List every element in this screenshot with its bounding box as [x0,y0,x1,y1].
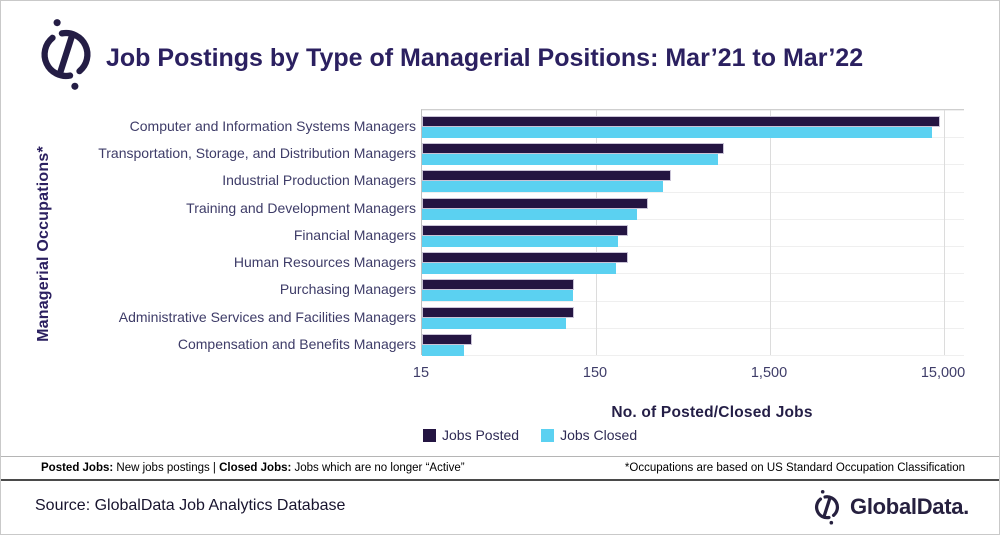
category-label: Transportation, Storage, and Distribution Managers [98,145,416,162]
chart-legend [423,427,637,443]
posted-jobs-definition: New jobs postings | [116,462,220,474]
bar-jobs-posted [422,170,671,181]
bar-jobs-closed [422,181,663,192]
bar-jobs-closed [422,345,464,356]
posted-jobs-term: Posted Jobs: [41,462,117,474]
x-tick-label: 1,500 [750,365,788,381]
jobs-closed-swatch-icon [541,429,554,442]
bar-jobs-posted [422,279,574,290]
row-separator [422,355,964,356]
plot-area [421,109,964,355]
category-label: Compensation and Benefits Managers [177,335,416,352]
legend-label: Jobs Posted [442,427,520,443]
bar-jobs-posted [422,334,472,345]
globaldata-logo-icon [809,488,845,525]
bar-jobs-posted [422,116,940,127]
x-axis-title: No. of Posted/Closed Jobs [611,404,813,421]
bar-jobs-closed [422,127,932,138]
closed-jobs-term: Closed Jobs: [219,462,295,474]
bar-jobs-posted [422,307,574,318]
bar-jobs-closed [422,290,573,301]
bar-jobs-closed [422,154,718,165]
category-label: Human Resources Managers [233,254,416,271]
bar-jobs-posted [422,252,628,263]
gridline-vertical [944,110,945,355]
legend-item-jobs-posted [423,427,519,443]
legend-item-jobs-closed [541,427,637,443]
category-label: Financial Managers [293,226,416,243]
category-labels [61,109,416,354]
category-label: Purchasing Managers [279,281,416,298]
x-axis-ticks [412,365,966,383]
x-tick-label: 15,000 [920,365,966,381]
legend-label: Jobs Closed [560,427,638,443]
bar-jobs-closed [422,236,618,247]
category-label: Training and Development Managers [186,199,416,216]
x-tick-label: 15 [412,365,430,381]
bar-jobs-posted [422,198,648,209]
footnote-occupations: *Occupations are based on US Standard Occupation Classification [624,462,965,474]
globaldata-logo-icon [29,15,103,91]
category-label: Industrial Production Managers [222,172,416,189]
closed-jobs-definition: Jobs which are no longer “Active” [294,462,465,474]
brand-wordmark: GlobalData. [850,493,969,519]
y-axis-label: Managerial Occupations* [35,146,52,342]
row-separator [422,110,964,111]
footnote-definitions [41,462,465,474]
bar-jobs-closed [422,263,616,274]
bar-jobs-posted [422,143,724,154]
jobs-posted-swatch-icon [423,429,436,442]
page-title: Job Postings by Type of Managerial Positions: Mar’21 to Mar’22 [106,44,864,72]
gridline-vertical [770,110,771,355]
x-tick-label: 150 [582,365,608,381]
brand-lockup [809,488,969,525]
category-label: Computer and Information Systems Managers [129,118,416,134]
category-label: Administrative Services and Facilities Managers [118,308,416,325]
bar-jobs-posted [422,225,628,236]
source-text: Source: GlobalData Job Analytics Database [35,497,346,514]
footnote-bar [1,456,999,481]
bar-jobs-closed [422,318,566,329]
bar-jobs-closed [422,209,637,220]
